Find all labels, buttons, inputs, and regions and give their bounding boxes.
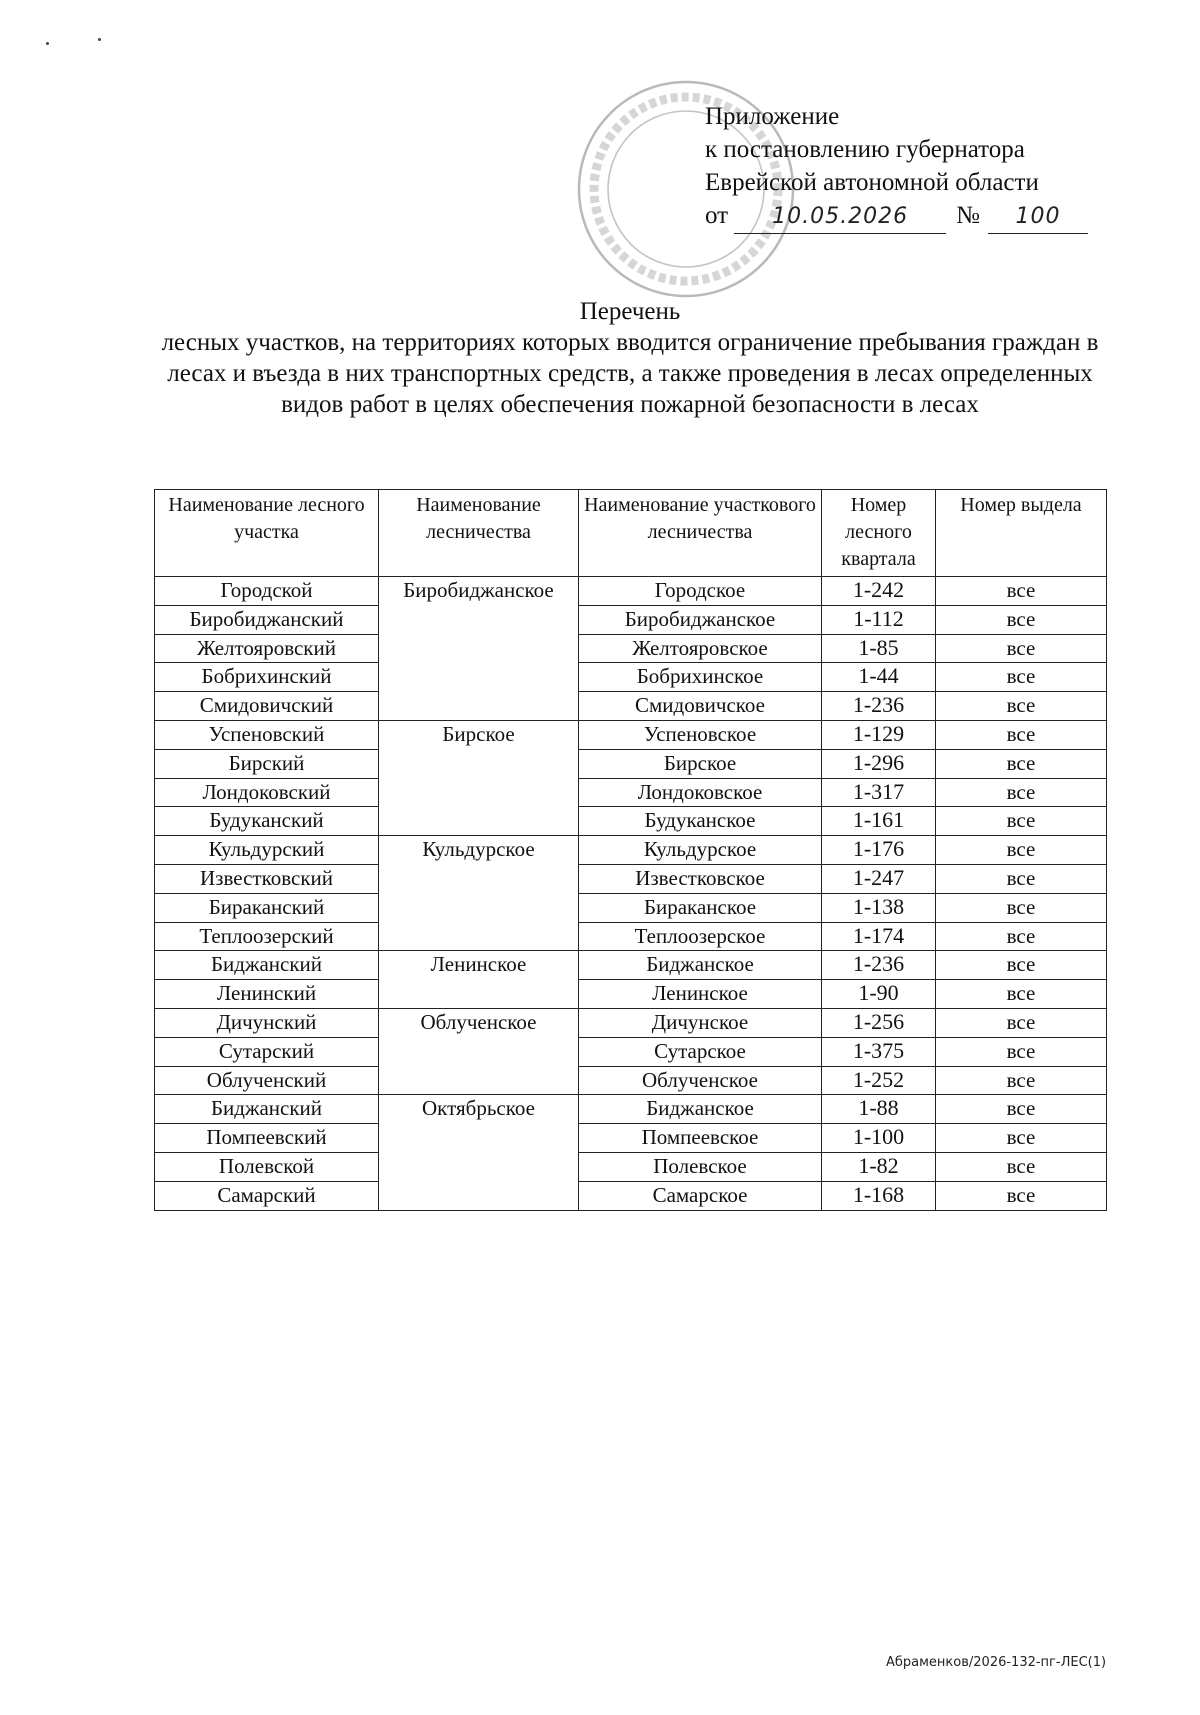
cell-quarter-number: 1-375 [822,1037,936,1066]
cell-forestry-name: Кульдурское [379,836,579,865]
document-code: Абраменков/2026-132-пг-ЛЕС(1) [886,1655,1107,1670]
cell-section-number: все [936,922,1107,951]
cell-district-forestry: Полевское [579,1152,822,1181]
header-district-forestry-name: Наименование участкового лесничества [579,490,822,577]
cell-district-forestry: Успеновское [579,720,822,749]
cell-district-forestry: Смидовичское [579,692,822,721]
cell-plot-name: Биджанский [155,951,379,980]
cell-plot-name: Смидовичский [155,692,379,721]
cell-forestry-name [379,893,579,922]
document-title [140,296,1120,420]
table-row [155,836,1107,865]
cell-forestry-name [379,1124,579,1153]
table-row [155,922,1107,951]
cell-section-number: все [936,951,1107,980]
date-number-row [705,199,1088,234]
table-row [155,951,1107,980]
table-row [155,1152,1107,1181]
cell-plot-name: Успеновский [155,720,379,749]
cell-section-number: все [936,577,1107,606]
cell-quarter-number: 1-242 [822,577,936,606]
cell-plot-name: Теплоозерский [155,922,379,951]
cell-quarter-number: 1-236 [822,692,936,721]
cell-quarter-number: 1-129 [822,720,936,749]
header-forestry-name: Наименование лесничества [379,490,579,577]
cell-section-number: все [936,1037,1107,1066]
table-row [155,692,1107,721]
cell-district-forestry: Ленинское [579,980,822,1009]
cell-quarter-number: 1-112 [822,605,936,634]
cell-plot-name: Ленинский [155,980,379,1009]
cell-section-number: все [936,778,1107,807]
cell-section-number: все [936,1066,1107,1095]
table-row [155,634,1107,663]
forest-plots-table [154,489,1107,1211]
table-row [155,605,1107,634]
cell-forestry-name [379,663,579,692]
table-row [155,749,1107,778]
cell-quarter-number: 1-174 [822,922,936,951]
header-section-number: Номер выдела [936,490,1107,577]
cell-district-forestry: Желтояровское [579,634,822,663]
cell-quarter-number: 1-176 [822,836,936,865]
appendix-header [705,100,1088,234]
cell-district-forestry: Помпеевское [579,1124,822,1153]
table-row [155,720,1107,749]
cell-plot-name: Бирский [155,749,379,778]
cell-section-number: все [936,720,1107,749]
cell-plot-name: Бобрихинский [155,663,379,692]
cell-forestry-name [379,1037,579,1066]
cell-quarter-number: 1-82 [822,1152,936,1181]
table-row [155,1181,1107,1210]
table-row [155,807,1107,836]
cell-quarter-number: 1-252 [822,1066,936,1095]
cell-section-number: все [936,807,1107,836]
number-sign: № [956,202,980,229]
appendix-resolution-line: к постановлению губернатора [705,136,1025,163]
handwritten-date: 10.05.2026 [734,200,946,234]
cell-plot-name: Сутарский [155,1037,379,1066]
cell-quarter-number: 1-138 [822,893,936,922]
cell-district-forestry: Дичунское [579,1008,822,1037]
table-row [155,864,1107,893]
cell-district-forestry: Самарское [579,1181,822,1210]
cell-quarter-number: 1-168 [822,1181,936,1210]
scan-speck [46,42,49,45]
cell-forestry-name [379,749,579,778]
cell-forestry-name [379,1181,579,1210]
table-row [155,577,1107,606]
table-body [155,577,1107,1211]
cell-plot-name: Лондоковский [155,778,379,807]
cell-section-number: все [936,1124,1107,1153]
cell-forestry-name [379,692,579,721]
cell-plot-name: Помпеевский [155,1124,379,1153]
cell-section-number: все [936,749,1107,778]
cell-section-number: все [936,864,1107,893]
cell-quarter-number: 1-85 [822,634,936,663]
cell-forestry-name [379,980,579,1009]
cell-section-number: все [936,634,1107,663]
cell-plot-name: Городской [155,577,379,606]
cell-district-forestry: Теплоозерское [579,922,822,951]
cell-forestry-name [379,864,579,893]
cell-section-number: все [936,692,1107,721]
cell-district-forestry: Облученское [579,1066,822,1095]
cell-forestry-name: Биробиджанское [379,577,579,606]
cell-plot-name: Биджанский [155,1095,379,1124]
table-row [155,1066,1107,1095]
cell-quarter-number: 1-296 [822,749,936,778]
cell-quarter-number: 1-247 [822,864,936,893]
cell-section-number: все [936,605,1107,634]
cell-section-number: все [936,980,1107,1009]
cell-section-number: все [936,1008,1107,1037]
cell-district-forestry: Лондоковское [579,778,822,807]
cell-forestry-name [379,922,579,951]
cell-forestry-name [379,634,579,663]
cell-forestry-name: Облученское [379,1008,579,1037]
cell-section-number: все [936,1095,1107,1124]
table-row [155,893,1107,922]
cell-forestry-name [379,1152,579,1181]
cell-district-forestry: Городское [579,577,822,606]
cell-district-forestry: Биджанское [579,1095,822,1124]
cell-plot-name: Будуканский [155,807,379,836]
cell-district-forestry: Бирское [579,749,822,778]
title-main: Перечень [579,298,681,325]
appendix-label: Приложение [705,103,840,130]
cell-district-forestry: Биджанское [579,951,822,980]
cell-plot-name: Бираканский [155,893,379,922]
cell-district-forestry: Биробиджанское [579,605,822,634]
table-row [155,778,1107,807]
cell-section-number: все [936,836,1107,865]
cell-forestry-name: Бирское [379,720,579,749]
cell-quarter-number: 1-256 [822,1008,936,1037]
table-row [155,663,1107,692]
cell-forestry-name [379,605,579,634]
cell-district-forestry: Кульдурское [579,836,822,865]
cell-quarter-number: 1-161 [822,807,936,836]
cell-forestry-name [379,778,579,807]
cell-quarter-number: 1-88 [822,1095,936,1124]
cell-district-forestry: Будуканское [579,807,822,836]
cell-forestry-name: Ленинское [379,951,579,980]
cell-forestry-name [379,807,579,836]
cell-district-forestry: Известковское [579,864,822,893]
table-row [155,1095,1107,1124]
table-row [155,1124,1107,1153]
table-row [155,1008,1107,1037]
cell-plot-name: Облученский [155,1066,379,1095]
cell-plot-name: Известковский [155,864,379,893]
appendix-region-line: Еврейской автономной области [705,169,1039,196]
scan-speck [98,38,101,41]
handwritten-number: 100 [988,200,1088,234]
date-prefix: от [705,202,729,229]
cell-district-forestry: Бираканское [579,893,822,922]
cell-plot-name: Дичунский [155,1008,379,1037]
cell-plot-name: Самарский [155,1181,379,1210]
cell-section-number: все [936,893,1107,922]
cell-quarter-number: 1-44 [822,663,936,692]
cell-quarter-number: 1-236 [822,951,936,980]
cell-district-forestry: Бобрихинское [579,663,822,692]
cell-quarter-number: 1-100 [822,1124,936,1153]
cell-section-number: все [936,1152,1107,1181]
table-row [155,1037,1107,1066]
table-header-row [155,490,1107,577]
header-quarter-number: Номер лесного квартала [822,490,936,577]
cell-district-forestry: Сутарское [579,1037,822,1066]
table-row [155,980,1107,1009]
cell-quarter-number: 1-317 [822,778,936,807]
cell-quarter-number: 1-90 [822,980,936,1009]
cell-plot-name: Кульдурский [155,836,379,865]
title-subtitle: лесных участков, на территориях которых вводится ограничение пребывания граждан в лесах и въезда в них транспортных средств, а также проведения в лесах определенных видов работ в целях обеспечения пожарной безопасности в лесах [161,329,1099,418]
cell-plot-name: Биробиджанский [155,605,379,634]
header-plot-name: Наименование лесного участка [155,490,379,577]
cell-plot-name: Полевской [155,1152,379,1181]
cell-forestry-name: Октябрьское [379,1095,579,1124]
cell-plot-name: Желтояровский [155,634,379,663]
cell-section-number: все [936,1181,1107,1210]
cell-section-number: все [936,663,1107,692]
cell-forestry-name [379,1066,579,1095]
